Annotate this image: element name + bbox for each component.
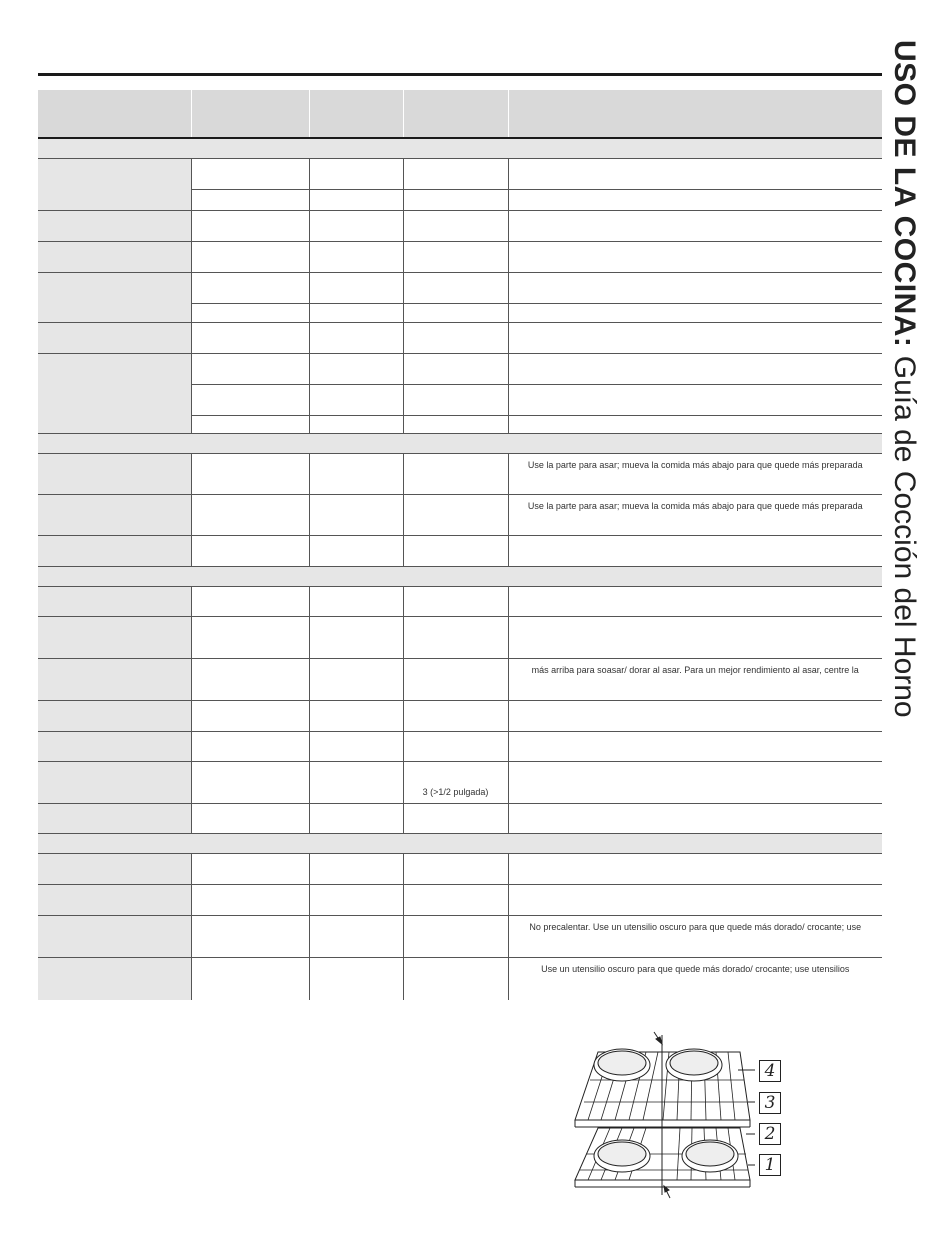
header-cell bbox=[191, 90, 309, 138]
note-broil-1: Use la parte para asar; mueva la comida más abajo para que quede más preparada bbox=[508, 454, 882, 495]
section-row bbox=[38, 138, 882, 159]
header-cell bbox=[309, 90, 403, 138]
table-row bbox=[38, 323, 882, 354]
table-row bbox=[38, 732, 882, 762]
header-cell bbox=[38, 90, 191, 138]
note-dark-pan: Use un utensilio oscuro para que quede más dorado/ crocante; use utensilios bbox=[541, 964, 850, 974]
rack-label-2: 2 bbox=[759, 1123, 781, 1145]
note-broil-2: Use la parte para asar; mueva la comida más abajo para que quede más preparada bbox=[508, 495, 882, 536]
note-no-preheat: No precalentar. Use un utensilio oscuro para que quede más dorado/ crocante; use bbox=[508, 916, 882, 958]
top-rule bbox=[38, 73, 882, 76]
section-row bbox=[38, 567, 882, 587]
table-row bbox=[38, 701, 882, 732]
side-title-light: Guía de Cocción del Horno bbox=[888, 355, 921, 718]
cooking-guide-table bbox=[38, 90, 882, 1000]
table-row bbox=[38, 617, 882, 659]
table-row bbox=[38, 211, 882, 242]
rack-diagram bbox=[570, 1030, 785, 1200]
table-row bbox=[38, 354, 882, 385]
rack-label-4: 4 bbox=[759, 1060, 781, 1082]
table-header bbox=[38, 90, 882, 138]
rack-label-1: 1 bbox=[759, 1154, 781, 1176]
table-row bbox=[38, 958, 882, 1000]
table-row bbox=[38, 854, 882, 885]
table-row bbox=[38, 762, 882, 804]
table-row bbox=[38, 885, 882, 916]
note-sear: más arriba para soasar/ dorar al asar. Para un mejor rendimiento al asar, centre la bbox=[508, 659, 882, 701]
section-row bbox=[38, 434, 882, 454]
table-row bbox=[38, 495, 882, 536]
table-row bbox=[38, 659, 882, 701]
table-row bbox=[38, 916, 882, 958]
table-row bbox=[38, 536, 882, 567]
rack-label-3: 3 bbox=[759, 1092, 781, 1114]
table-row bbox=[38, 242, 882, 273]
table-row bbox=[38, 804, 882, 834]
upper-rack bbox=[575, 1035, 750, 1127]
table-row bbox=[38, 454, 882, 495]
table-row bbox=[38, 273, 882, 304]
section-row bbox=[38, 834, 882, 854]
oven-racks-illustration bbox=[570, 1030, 755, 1200]
table-row bbox=[38, 159, 882, 190]
side-title bbox=[880, 40, 930, 780]
side-title-bold: USO DE LA COCINA: bbox=[888, 40, 921, 348]
table-row bbox=[38, 587, 882, 617]
header-cell bbox=[403, 90, 508, 138]
rack-note: 3 (>1/2 pulgada) bbox=[403, 762, 508, 804]
header-cell bbox=[508, 90, 882, 138]
